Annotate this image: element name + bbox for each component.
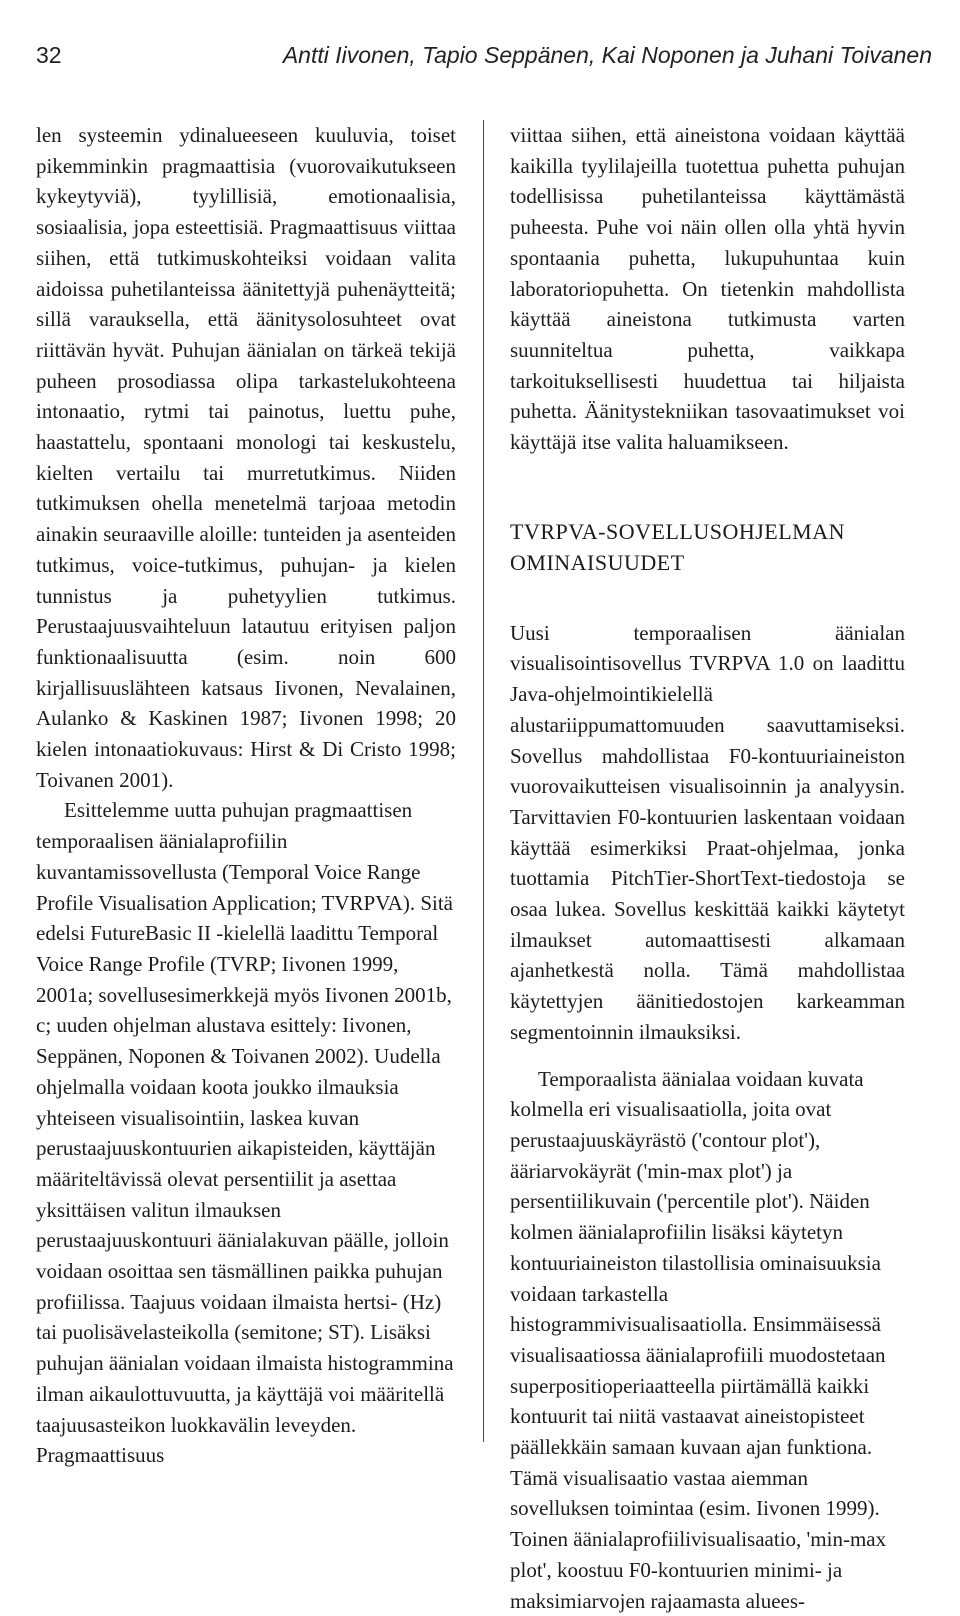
right-column [510, 120, 905, 1616]
page-number: 32 [36, 42, 62, 68]
paragraph: viittaa siihen, että aineistona voidaan käyttää kaikilla tyylilajeilla tuotettua puhetta puhujan todellisissa puhetilanteissa käyttämästä puheesta. Puhe voi näin ollen olla yhtä hyvin spontaania puhetta, lukupuhuntaa kuin laboratoriopuhetta. On tietenkin mahdollista käyttää aineistona tutkimusta varten suunniteltua puhetta, vaikkapa tarkoituksellisesti huudettua tai hiljaista puhetta. Äänitystekniikan tasovaatimukset voi käyttäjä itse valita haluamikseen. [510, 123, 905, 455]
paragraph: Uusi temporaalisen äänialan visualisointisovellus TVRPVA 1.0 on laadittu Java-ohjelmointikielellä alustariippumattomuuden saavuttamiseksi. Sovellus mahdollistaa F0-kontuuriaineiston vuorovaikutteisen visualisoinnin ja analyysin. Tarvittavien F0-kontuurien laskentaan voidaan käyttää esimerkiksi Praat-ohjelmaa, jonka tuottamia PitchTier-ShortText-tiedostoja se osaa lukea. Sovellus keskittää kaikki käytetyt ilmaukset automaattisesti alkamaan ajanhetkestä nolla. Tämä mahdollistaa käytettyjen äänitiedostojen karkeamman segmentoinnin ilmauksiksi. [510, 620, 905, 1044]
paragraph: Esittelemme uutta puhujan pragmaattisen temporaalisen äänialaprofiilin kuvantamissovellusta (Temporal Voice Range Profile Visualisation Application; TVRPVA). Sitä edelsi FutureBasic II -kielellä laadittu Temporal Voice Range Profile (TVRP; Iivonen 1999, 2001a; sovellusesimerkkejä myös Iivonen 2001b, c; uuden ohjelman alustava esittely: Iivonen, Seppänen, Noponen & Toivanen 2002). Uudella ohjelmalla voidaan koota joukko ilmauksia yhteiseen visualisointiin, laskea kuvan perustaajuuskontuurien aikapisteiden, käyttäjän määriteltävissä olevat persentiilit ja asettaa yksittäisen valitun ilmauksen perustaajuuskontuuri äänialakuvan päälle, jolloin voidaan osoittaa sen täsmällinen paikka puhujan profiilissa. Taajuus voidaan ilmaista hertsi- (Hz) tai puolisävelasteikolla (semitone; ST). Lisäksi puhujan äänialan voidaan ilmaista histogrammina ilman aikaulottuvuutta, ja käyttäjä voi määritellä taajuusasteikon luokkavälin leveyden. Pragmaattisuus [36, 798, 454, 1468]
paragraph: Temporaalista äänialaa voidaan kuvata kolmella eri visualisaatiolla, joita ovat perustaajuuskäyrästö ('contour plot'), ääriarvokäyrät ('min-max plot') ja persentiilikuvain ('percentile plot'). Näiden kolmen äänialaprofiilin lisäksi käytetyn kontuuriaineiston tilastollisia ominaisuuksia voidaan tarkastella histogrammivisualisaatiolla. Ensimmäisessä visualisaatiossa äänialaprofiili muodostetaan superpositioperiaatteella piirtämällä kaikki kontuurit tai niitä vastaavat aineistopisteet päällekkäin samaan kuvaan ajan funktiona. Tämä visualisaatio vastaa aiemman sovelluksen toimintaa (esim. Iivonen 1999). Toinen äänialaprofiilivisualisaatio, 'min-max plot', koostuu F0-kontuurien minimi- ja maksimiarvojen rajaamasta aluees- [510, 1066, 887, 1613]
column-divider [483, 120, 484, 1442]
left-column [36, 120, 456, 1471]
section-heading: TVRPVA-SOVELLUSOHJELMAN OMINAISUUDET [510, 518, 846, 575]
page-header [36, 42, 932, 82]
paragraph: len systeemin ydinalueeseen kuuluvia, toiset pikemminkin pragmaattisia (vuorovaikutukseen kykeytyviä), tyylillisiä, emotionaalisia, sosiaalisia, jopa esteettisiä. Pragmaattisuus viittaa siihen, että tutkimuskohteiksi voidaan valita aidoissa puhetilanteissa äänitettyjä puhenäytteitä; sillä varauksella, että äänitysolosuhteet ovat riittävän hyvät. Puhujan äänialan on tärkeä tekijä puheen prosodiassa olipa tarkastelukohteena intonaatio, rytmi tai painotus, luettu puhe, haastattelu, spontaani monologi tai keskustelu, kielten vertailu tai murretutkimus. Niiden tutkimuksen ohella menetelmä tarjoaa metodin ainakin seuraaville aloille: tunteiden ja asenteiden tutkimus, voice-tutkimus, puhujan- ja kielen tunnistus ja puhetyylien tutkimus. Perustaajuusvaihteluun latautuu erityisen paljon funktionaalisuutta (esim. noin 600 kirjallisuuslähteen katsaus Iivonen, Nevalainen, Aulanko & Kaskinen 1987; Iivonen 1998; 20 kielen intonaatiokuvaus: Hirst & Di Cristo 1998; Toivanen 2001). [36, 123, 456, 792]
running-head: Antti Iivonen, Tapio Seppänen, Kai Noponen ja Juhani Toivanen [282, 42, 932, 68]
